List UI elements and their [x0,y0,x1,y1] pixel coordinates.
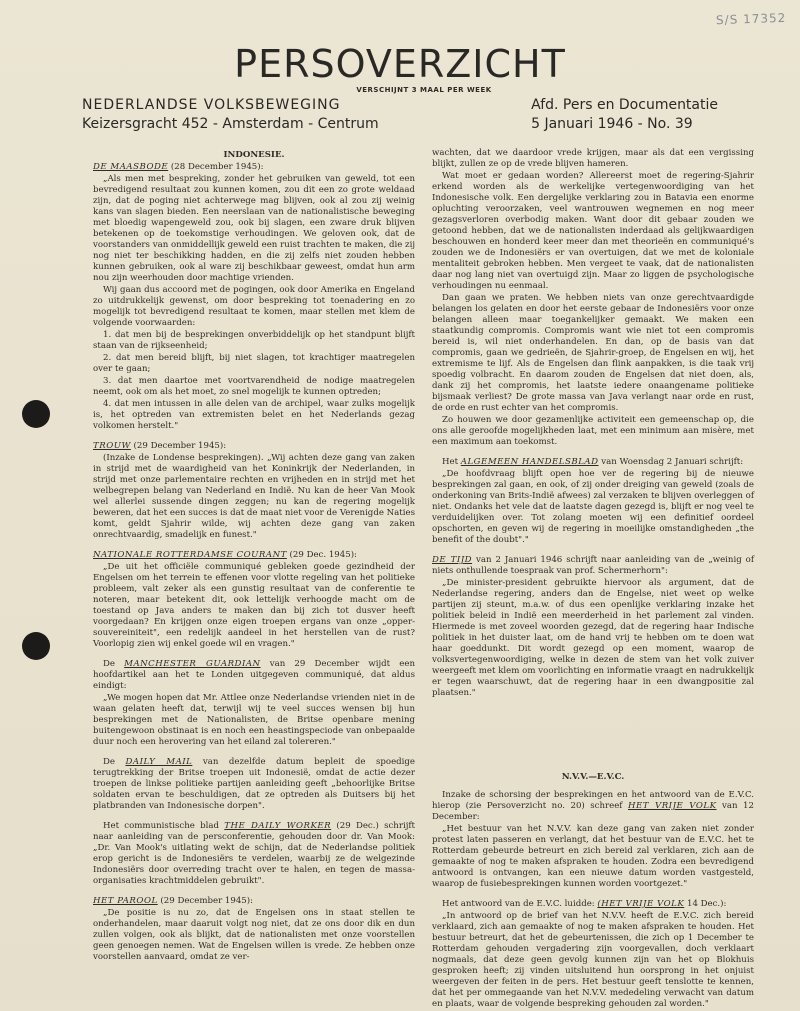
detijd-source-line [432,555,754,577]
evc-answer-source-line [432,899,754,910]
section-heading-nvv-evc: N.V.V.—E.V.C. [561,772,625,782]
article-paragraph: „Als men met bespreking, zonder het gebruiken van geweld, tot een bevredigend resultaat zou kunnen komen, zou dit een zo grote weldaad zijn, dat de poging niet achterwege mag blijven, ook al zou zij weinig kans van slagen bieden. Een neerslaan van de nationalistische beweging met bloedig wapengeweld zou, ook bij slagen, een zware druk blijven betekenen op de toekomstige verhoudingen. We geloven ook, dat de voorstanders van onmiddellijk geweld een ruist trachten te maken, die zij nog niet ter beschikking hadden, en die zij zelfs niet zouden hebben kunnen gebruiken, ook al ware zij beschikbaar geweest, omdat hun arm nou zijn weerhouden door machtige vrienden. [93,174,415,283]
parool-source-line [93,896,415,907]
right-column [432,148,754,1011]
source-name: TROUW [93,441,131,451]
organization-address: Keizersgracht 452 - Amsterdam - Centrum [82,116,379,132]
article-paragraph: „Het bestuur van het N.V.V. kan deze gang van zaken niet zonder protest laten passeren en verlangt, dat het bestuur van de E.V.C. het te Rotterdam gebeurde betreurt en zich bereid zal verklaren, zich aan de gemaakte of nog te maken afspraken te houden. Zodra een bevredigend antwoord is ontvangen, kan een nieuwe datum worden vastgesteld, waarop de fusiebesprekingen kunnen worden voortgezet." [432,824,754,889]
organization-name: NEDERLANDSE VOLKSBEWEGING [82,97,341,113]
condition-item: 3. dat men daartoe met voortvarendheid de nodige maatregelen neemt, ook om als het moet, zo snel mogelijk te kunnen optreden; [93,376,415,397]
source-name: NATIONALE ROTTERDAMSE COURANT [93,550,287,560]
source-date: 14 Dec.): [684,899,727,909]
article-paragraph: „We mogen hopen dat Mr. Attlee onze Nederlandse vrienden niet in de waan gelaten heeft dat, terwijl wij te veel succes wensen bij hun besprekingen met de Nationalisten, de Britse openbare mening buitengewoon obstinaat is en noch een heastingspeciode van onbepaalde duur noch een herovering van het eiland zal tolereren." [93,693,415,747]
source-name: MANCHESTER GUARDIAN [124,659,261,669]
article-paragraph: Wat moet er gedaan worden? Allereerst moet de regering-Sjahrir erkend worden als de werkelijke vertegenwoordiging van het Indonesische volk. Een dergelijke verklaring zou in Batavia een enorme opluchting veroorzaken, veel wantrouwen wegnemen en nog meer gezagsverloren overbodig maken. Want door dit gebaar zouden we getoond hebben, dat we de nationalisten inderdaad als gelijkwaardigen beschouwen en honderd keer meer dan met theorieën en communiqué's zouden we de Indonesiërs er van overtuigen, dat we met de koloniale mentaliteit gebroken hebben. Men vergeet te vaak, dat de nationalisten daar nog lang niet van overtuigd zijn. Maar zo liggen de psychologische verhoudingen nu eenmaal. [432,171,754,291]
source-name: ALGEMEEN HANDELSBLAD [460,457,599,467]
trouw-source-line [93,441,415,452]
organization-block [82,96,379,134]
source-date: (28 December 1945): [168,162,264,172]
manchester-source-line [93,659,415,692]
dailymail-paragraph [93,757,415,812]
section-heading-indonesie: INDONESIE. [223,150,285,160]
article-paragraph: wachten, dat we daardoor vrede krijgen, maar als dat een vergissing blijkt, zullen ze op de vrede blijven hameren. [432,148,754,169]
publication-title: PERSOVERZICHT [234,42,566,86]
intro-text: Het antwoord van de E.V.C. luidde: [442,899,598,909]
intro-text: Het [442,457,461,467]
intro-text: De [103,757,126,767]
article-paragraph: „De minister-president gebruikte hiervoor als argument, dat de Nederlandse regering, anders dan de Engelse, niet weet op welke partijen zij steunt, m.a.w. of dus een openlijke verklaring inzake het politiek beleid in Indië een meerderheid in het parlement zal vinden. Hiermede is met zoveel woorden gezegd, dat de regering haar Indische politiek in het duister laat, om de hand vrij te hebben om te doen wat haar goeddunkt. Dit wordt gezegd op een moment, waarop de volksvertegenwoordiging, welke in dezen de stem van het volk zuiver weergeeft met klem om voorlichting en informatie vraagt en nadrukkelijk er tegen waarschuwt, dat de regering haar in een dwangpositie zal plaatsen." [432,578,754,698]
source-name: HET VRIJE VOLK [628,801,717,811]
dailyworker-paragraph [93,821,415,887]
issue-date-number: 5 Januari 1946 - No. 39 [531,116,693,132]
handelsblad-source-line [432,457,754,468]
source-date: (29 December 1945): [130,441,227,451]
article-text: (29 Dec.) schrijft naar aanleiding van de persconferentie, gehouden door dr. Van Mook: „Dr. Van Mook's uitlating wekt de schijn, dat de Nederlandse politiek erop gericht is de Indonesiërs te verdelen, waarbij ze de welgezinde Indonesiërs door overreding tracht over te halen, en tegen de massa-organisaties krachtmiddelen gebruikt". [93,821,415,886]
article-paragraph: Zo houwen we door gezamenlijke activiteit een gemeenschap op, die ons alle geroofde mogelijkheden laat, met een minimum aan misère, met een maximum aan toekomst. [432,415,754,447]
source-date: van Woensdag 2 Januari schrijft: [598,457,744,467]
masthead [0,42,800,94]
article-paragraph: „De positie is nu zo, dat de Engelsen ons in staat stellen te onderhandelen, maar daaruit volgt nog niet, dat ze ons door dik en dun zullen volgen, ook als blijkt, dat de nationalisten met onze voorstellen geen genoegen nemen. Wat de Engelsen willen is vrede. Ze hebben onze voorstellen aanvaard, omdat ze ver- [93,908,415,962]
maasbode-source-line [93,162,415,173]
source-name: DE MAASBODE [93,162,169,172]
article-paragraph: „De hoofdvraag blijft open hoe ver de regering bij de nieuwe besprekingen zal gaan, en ook, of zij onder dreiging van geweld (zoals de onderkoning van Brits-Indië afwees) zal verzaken te blijven overleggen of niet. Ondanks het vele dat de laatste dagen gezegd is, blijft er nog veel te verduidelijken over. Tot zolang moeten wij een definitief oordeel opschorten, en geven wij de regering in moeilijke omstandigheden „the benefit of the doubt"." [432,469,754,545]
nrc-source-line [93,550,415,561]
evc-intro-paragraph [432,790,754,823]
source-date: (29 December 1945): [157,896,254,906]
left-column [93,150,415,964]
source-date: van 29 December wijdt een hoofdartikel aan het te Londen uitgegeven communiqué, dat aldus eindigt: [93,659,415,691]
binder-hole-bottom [22,632,50,660]
condition-item: 1. dat men bij de besprekingen onverbiddelijk op het standpunt blijft staan van de rijkseenheid; [93,330,415,351]
intro-text: De [103,659,125,669]
source-name: HET PAROOL [93,896,158,906]
binder-hole-top [22,400,50,428]
source-name: (HET VRIJE VOLK [597,899,685,909]
condition-item: 2. dat men bereid blijft, bij niet slagen, tot krachtiger maatregelen over te gaan; [93,353,415,374]
article-paragraph: Dan gaan we praten. We hebben niets van onze gerechtvaardigde belangen los gelaten en door het eerste gebaar de Indonesiërs voor onze belangen alleen maar toegankelijker gemaakt. We maken een staatkundig compromis. Compromis want wie niet tot een compromis bereid is, wil niet onderhandelen. En dan, op de basis van dat compromis, gaan we gedrieën, de Sjahrir-groep, de Engelsen en wij, het extremisme te lijf. Als de Engelsen dan flink aanpakken, is die taak vrij spoedig volbracht. En daarom zouden de Engelsen dat niet doen, als, dank zij het compromis, het laatste iedere onaangename politieke bijsmaak verliest? De grote massa van Java verlangt naar orde en rust, de orde en rust echter van het compromis. [432,293,754,413]
condition-item: 4. dat men intussen in alle delen van de archipel, waar zulks mogelijk is, het optreden van extremisten belet en het Nederlands gezag volkomen herstelt." [93,399,415,431]
article-text: van dezelfde datum bepleit de spoedige terugtrekking der Britse troepen uit Indonesië, omdat de actie dezer troepen de linkse politieke partijen aanleiding geeft „behoorlijke Britse soldaten ervan te beschuldigen, dat ze optreden als Duitsers bij het platbranden van Indonesische dorpen". [93,757,415,811]
article-paragraph: „In antwoord op de brief van het N.V.V. heeft de E.V.C. zich bereid verklaard, zich aan gemaakte of nog te maken afspraken te houden. Het bestuur betreurt, dat het de gebeurtenissen, die zich op 1 December te Rotterdam gehouden vergadering zijn voorgevallen, doch verklaart nogmaals, dat deze geen gevolg kunnen zijn van het op Blokhuis gesproken heeft; zij vinden uitsluitend hun oorsprong in het onjuist weergeven der feiten in de pers. Het bestuur geeft tenslotte te kennen, dat het per ommegaande van het N.V.V. mededeling verwacht van datum en plaats, waar de volgende bespreking gehouden zal worden." [432,911,754,1009]
article-paragraph: Wij gaan dus accoord met de pogingen, ook door Amerika en Engeland zo uitdrukkelijk gewenst, om door bespreking tot toenadering en zo mogelijk tot bevredigend resultaat te komen, maar stellen met klem de volgende voorwaarden: [93,285,415,328]
department: Afd. Pers en Documentatie [531,97,718,113]
article-text: van 2 Januari 1946 schrijft naar aanleiding van de „weinig of niets onthullende toespraak van prof. Schermerhorn": [432,555,754,576]
article-paragraph: „De uit het officiële communiqué gebleken goede gezindheid der Engelsen om het terrein te effenen voor vlotte regeling van het politieke probleem, valt zeker als een gunstig resultaat van de conferentie te noteren, maar betekent dit, ook lettelijk verhoogde macht om de toestand op Java anders te maken dan bij zich tot dusver heeft voorgedaan? En krijgen onze eigen troepen ergans van onze „opper-souvereiniteit", een redelijk aandeel in het herstellen van de rust? Voorlopig zien wij enkel goede wil en vragen." [93,562,415,649]
intro-text: Het communistische blad [103,821,225,831]
source-name: DAILY MAIL [125,757,193,767]
source-date: (29 Dec. 1945): [286,550,357,560]
source-name: DE TIJD [432,555,473,565]
article-paragraph: (Inzake de Londense besprekingen). „Wij achten deze gang van zaken in strijd met de waardigheid van het Koninkrijk der Nederlanden, in strijd met onze parlementaire rechten en vrijheden en in strijd met het welbegrepen belang van Nederland en Indië. Nu kan de heer Van Mook wel allerlei sussende dingen zeggen; nu kan de regering mogelijk beweren, dat het een succes is dat de maat niet voor de Verenigde Naties komt, geldt Sjahrir wilde, wij achten deze gang van zaken onrechtvaardig, smadelijk en funest." [93,453,415,540]
archive-stamp: S/S 17352 [715,10,787,28]
publication-subtitle: VERSCHIJNT 3 MAAL PER WEEK [356,86,492,94]
source-name: THE DAILY WORKER [224,821,332,831]
intro-text: Inzake de schorsing der besprekingen en het antwoord van de E.V.C. hierop (zie Persoverzicht no. 20) schreef [432,790,754,811]
source-date: van 12 December: [432,801,754,822]
issue-block [531,96,718,134]
